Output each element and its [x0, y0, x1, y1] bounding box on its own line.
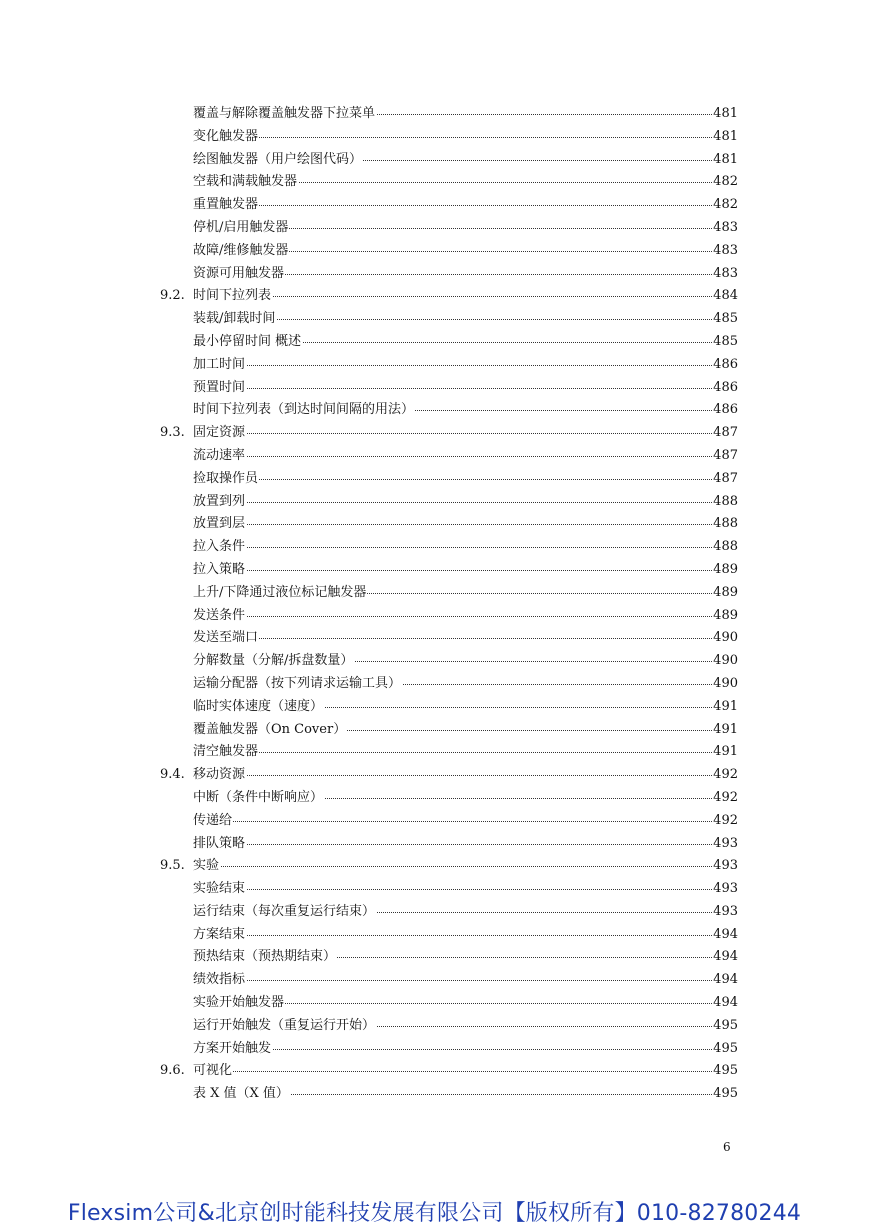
- toc-entry-title: 加工时间: [193, 354, 246, 377]
- toc-page-number: 481: [712, 126, 738, 149]
- toc-entry[interactable]: [0, 491, 869, 514]
- toc-entry-title: 预置时间: [193, 377, 246, 400]
- toc-dot-leader: [193, 456, 738, 457]
- toc-page-number: 495: [712, 1015, 738, 1038]
- toc-page-number: 493: [712, 833, 738, 856]
- toc-entry-title: 变化触发器: [193, 126, 259, 149]
- toc-page-number: 482: [712, 171, 738, 194]
- toc-section-number: 9.6.: [160, 1063, 185, 1079]
- toc-page-number: 485: [712, 331, 738, 354]
- toc-entry[interactable]: [0, 1083, 869, 1106]
- toc-entry[interactable]: [0, 924, 869, 947]
- toc-page-number: 481: [712, 103, 738, 126]
- toc-entry-title: 移动资源: [193, 764, 246, 787]
- toc-entry-title: 实验结束: [193, 878, 246, 901]
- toc-dot-leader: [193, 502, 738, 503]
- toc-page-number: 484: [712, 285, 738, 308]
- toc-entry-title: 方案结束: [193, 924, 246, 947]
- toc-entry-title: 传递给: [193, 810, 233, 833]
- toc-entry-title: 运行结束（每次重复运行结束）: [193, 901, 376, 924]
- toc-dot-leader: [193, 296, 738, 297]
- toc-page-number: 489: [712, 582, 738, 605]
- toc-page-number: 487: [712, 422, 738, 445]
- toc-dot-leader: [193, 547, 738, 548]
- toc-entry[interactable]: [0, 833, 869, 856]
- toc-page-number: 483: [712, 263, 738, 286]
- toc-page-number: 492: [712, 810, 738, 833]
- toc-entry-title: 绩效指标: [193, 969, 246, 992]
- toc-entry[interactable]: [0, 627, 869, 650]
- toc-entry-title: 故障/维修触发器: [193, 240, 289, 263]
- toc-entry[interactable]: [0, 171, 869, 194]
- toc-page-number: 486: [712, 354, 738, 377]
- toc-entry-title: 重置触发器: [193, 194, 259, 217]
- toc-entry[interactable]: [0, 673, 869, 696]
- toc-entry[interactable]: [0, 445, 869, 468]
- toc-entry-title: 发送条件: [193, 605, 246, 628]
- toc-entry-title: 放置到列: [193, 491, 246, 514]
- toc-dot-leader: [193, 524, 738, 525]
- toc-entry-title: 放置到层: [193, 513, 246, 536]
- toc-entry[interactable]: [0, 810, 869, 833]
- toc-dot-leader: [193, 388, 738, 389]
- toc-entry-title: 装载/卸载时间: [193, 308, 276, 331]
- toc-dot-leader: [193, 1049, 738, 1050]
- toc-entry[interactable]: [0, 1015, 869, 1038]
- toc-dot-leader: [193, 365, 738, 366]
- toc-entry-title: 临时实体速度（速度）: [193, 696, 324, 719]
- toc-page-number: 481: [712, 149, 738, 172]
- toc-entry[interactable]: [0, 855, 869, 878]
- toc-entry[interactable]: [0, 605, 869, 628]
- toc-entry-title: 时间下拉列表（到达时间间隔的用法）: [193, 399, 415, 422]
- toc-page-number: 485: [712, 308, 738, 331]
- toc-dot-leader: [193, 775, 738, 776]
- toc-page-number: 491: [712, 696, 738, 719]
- toc-entry[interactable]: [0, 149, 869, 172]
- toc-entry[interactable]: [0, 263, 869, 286]
- toc-entry-title: 实验: [193, 855, 220, 878]
- toc-entry-title: 发送至端口: [193, 627, 259, 650]
- toc-dot-leader: [193, 616, 738, 617]
- toc-entry[interactable]: [0, 696, 869, 719]
- toc-entry-title: 拉入条件: [193, 536, 246, 559]
- toc-page-number: 487: [712, 445, 738, 468]
- toc-entry-title: 捡取操作员: [193, 468, 259, 491]
- toc-page-number: 482: [712, 194, 738, 217]
- toc-entry[interactable]: [0, 787, 869, 810]
- toc-dot-leader: [193, 752, 738, 753]
- toc-page-number: 495: [712, 1083, 738, 1106]
- toc-entry[interactable]: [0, 1060, 869, 1083]
- toc-entry[interactable]: [0, 354, 869, 377]
- toc-dot-leader: [193, 980, 738, 981]
- toc-page-number: 495: [712, 1060, 738, 1083]
- toc-page-number: 488: [712, 491, 738, 514]
- page-number: 6: [723, 1140, 731, 1154]
- toc-dot-leader: [193, 479, 738, 480]
- toc-entry[interactable]: [0, 1038, 869, 1061]
- toc-entry[interactable]: [0, 513, 869, 536]
- toc-section-number: 9.2.: [160, 288, 185, 304]
- toc-page-number: 490: [712, 627, 738, 650]
- toc-entry-title: 拉入策略: [193, 559, 246, 582]
- table-of-contents: [0, 103, 869, 1106]
- toc-entry[interactable]: [0, 308, 869, 331]
- toc-entry-title: 分解数量（分解/拆盘数量）: [193, 650, 354, 673]
- toc-dot-leader: [193, 205, 738, 206]
- toc-entry-title: 空载和满载触发器: [193, 171, 298, 194]
- toc-entry-title: 排队策略: [193, 833, 246, 856]
- toc-entry-title: 覆盖与解除覆盖触发器下拉菜单: [193, 103, 376, 126]
- toc-entry[interactable]: [0, 764, 869, 787]
- toc-page-number: 490: [712, 650, 738, 673]
- toc-entry[interactable]: [0, 741, 869, 764]
- toc-dot-leader: [193, 433, 738, 434]
- toc-entry[interactable]: [0, 240, 869, 263]
- toc-page-number: 491: [712, 741, 738, 764]
- toc-page-number: 493: [712, 878, 738, 901]
- toc-page-number: 487: [712, 468, 738, 491]
- toc-entry-title: 方案开始触发: [193, 1038, 272, 1061]
- toc-entry[interactable]: [0, 650, 869, 673]
- toc-dot-leader: [193, 1071, 738, 1072]
- toc-page-number: 491: [712, 719, 738, 742]
- toc-section-number: 9.4.: [160, 767, 185, 783]
- toc-entry[interactable]: [0, 901, 869, 924]
- toc-entry[interactable]: [0, 194, 869, 217]
- toc-entry[interactable]: [0, 126, 869, 149]
- toc-entry-title: 可视化: [193, 1060, 233, 1083]
- toc-entry-title: 固定资源: [193, 422, 246, 445]
- toc-entry-title: 运输分配器（按下列请求运输工具）: [193, 673, 402, 696]
- toc-dot-leader: [193, 570, 738, 571]
- toc-page-number: 494: [712, 924, 738, 947]
- toc-entry-title: 中断（条件中断响应）: [193, 787, 324, 810]
- toc-entry-title: 上升/下降通过液位标记触发器: [193, 582, 367, 605]
- toc-entry-title: 绘图触发器（用户绘图代码）: [193, 149, 363, 172]
- toc-page-number: 489: [712, 605, 738, 628]
- toc-page-number: 492: [712, 764, 738, 787]
- toc-page-number: 495: [712, 1038, 738, 1061]
- toc-entry-title: 最小停留时间 概述: [193, 331, 302, 354]
- toc-entry[interactable]: [0, 468, 869, 491]
- toc-page-number: 488: [712, 536, 738, 559]
- toc-entry[interactable]: [0, 559, 869, 582]
- toc-page-number: 494: [712, 969, 738, 992]
- toc-page-number: 492: [712, 787, 738, 810]
- toc-page-number: 493: [712, 901, 738, 924]
- toc-page-number: 493: [712, 855, 738, 878]
- toc-entry[interactable]: [0, 946, 869, 969]
- toc-dot-leader: [193, 137, 738, 138]
- toc-page-number: 488: [712, 513, 738, 536]
- toc-dot-leader: [193, 866, 738, 867]
- toc-page-number: 483: [712, 240, 738, 263]
- toc-page-number: 483: [712, 217, 738, 240]
- toc-entry[interactable]: [0, 969, 869, 992]
- toc-entry[interactable]: [0, 536, 869, 559]
- toc-entry-title: 覆盖触发器（On Cover）: [193, 719, 347, 742]
- copyright-footer: Flexsim公司&北京创时能科技发展有限公司【版权所有】010-82780244: [67, 1201, 802, 1226]
- toc-entry[interactable]: [0, 285, 869, 308]
- toc-entry[interactable]: [0, 422, 869, 445]
- toc-page-number: 490: [712, 673, 738, 696]
- toc-dot-leader: [193, 844, 738, 845]
- toc-page-number: 486: [712, 377, 738, 400]
- toc-dot-leader: [193, 889, 738, 890]
- toc-entry[interactable]: [0, 331, 869, 354]
- toc-entry-title: 预热结束（预热期结束）: [193, 946, 337, 969]
- toc-entry[interactable]: [0, 399, 869, 422]
- toc-section-number: 9.3.: [160, 425, 185, 441]
- toc-entry[interactable]: [0, 719, 869, 742]
- toc-page-number: 494: [712, 992, 738, 1015]
- toc-entry[interactable]: [0, 103, 869, 126]
- toc-dot-leader: [193, 935, 738, 936]
- toc-page-number: 486: [712, 399, 738, 422]
- toc-entry-title: 实验开始触发器: [193, 992, 285, 1015]
- toc-entry-title: 时间下拉列表: [193, 285, 272, 308]
- toc-entry[interactable]: [0, 377, 869, 400]
- toc-entry-title: 表 X 值（X 值）: [193, 1083, 290, 1106]
- toc-page-number: 494: [712, 946, 738, 969]
- toc-entry-title: 资源可用触发器: [193, 263, 285, 286]
- toc-entry[interactable]: [0, 878, 869, 901]
- toc-entry-title: 清空触发器: [193, 741, 259, 764]
- toc-dot-leader: [193, 638, 738, 639]
- toc-page-number: 489: [712, 559, 738, 582]
- toc-entry-title: 运行开始触发（重复运行开始）: [193, 1015, 376, 1038]
- toc-entry[interactable]: [0, 582, 869, 605]
- toc-section-number: 9.5.: [160, 858, 185, 874]
- toc-entry[interactable]: [0, 992, 869, 1015]
- toc-entry-title: 流动速率: [193, 445, 246, 468]
- toc-entry[interactable]: [0, 217, 869, 240]
- toc-entry-title: 停机/启用触发器: [193, 217, 289, 240]
- toc-dot-leader: [193, 821, 738, 822]
